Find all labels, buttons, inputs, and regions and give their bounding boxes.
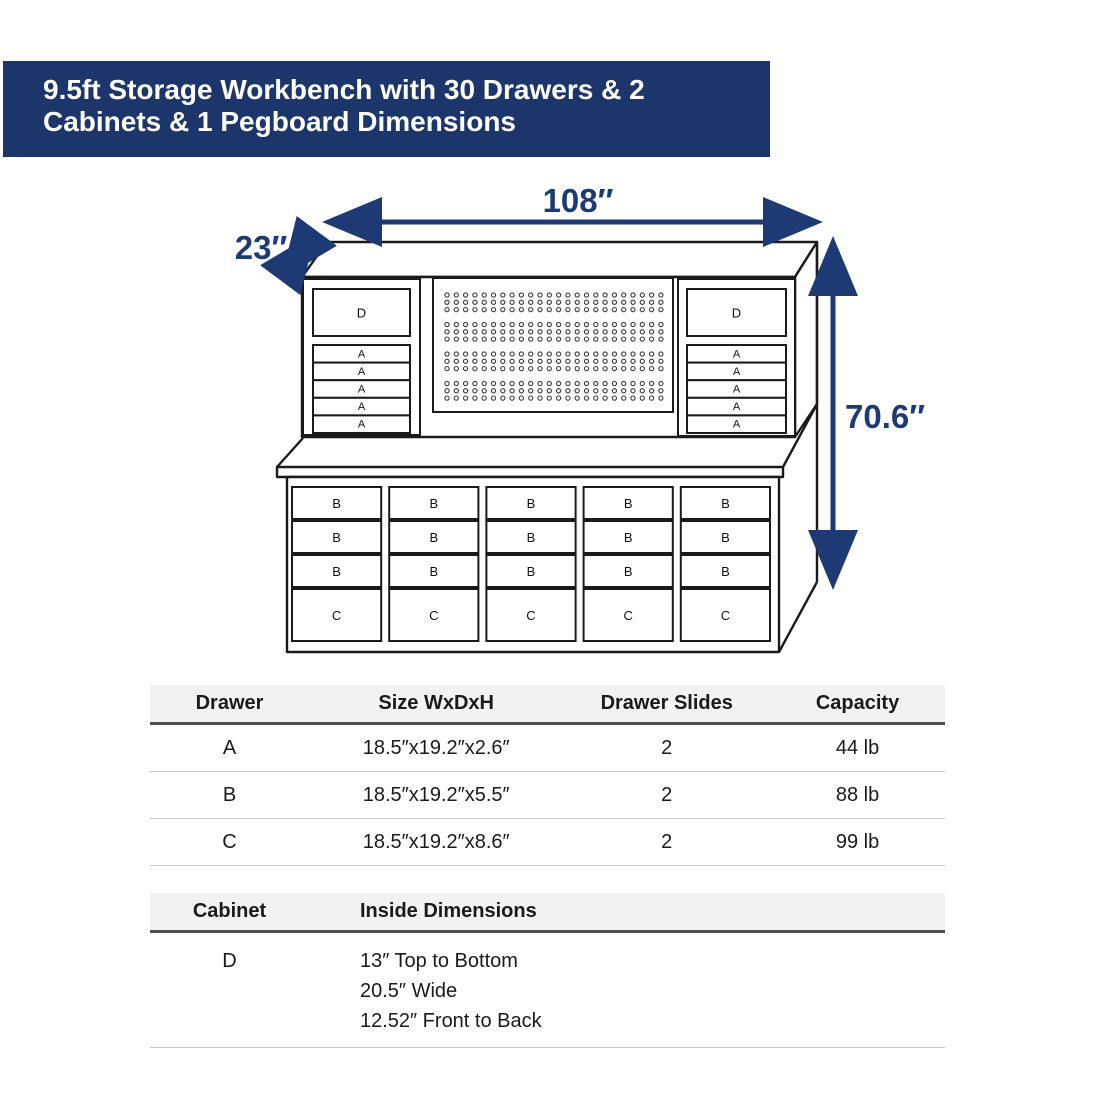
table-row-drawer-a [150,725,945,772]
size-col-header: Size WxDxH [378,692,494,714]
base-drawer-b-label: B [623,530,633,545]
worktop-front-band [277,467,783,477]
inside-dimensions-cell [309,946,945,1036]
pegboard-panel [433,278,673,412]
hutch-drawer-a-label: A [732,401,741,414]
base-drawer-c-label: C [429,608,439,623]
base-drawer-b-label: B [429,496,439,511]
cabinet-door-d-label: D [356,305,367,321]
width-dimension-label: 108″ [542,182,614,219]
slides-cell: 2 [661,736,673,759]
drawer-cell: A [222,736,237,759]
size-cell: 18.5″x19.2″x8.6″ [362,830,510,853]
cabinet-letter: D [222,950,237,972]
hutch-drawer-a-label: A [357,383,366,396]
base-drawer-c-label: C [720,608,731,623]
base-drawer-b-label: B [429,564,439,579]
capacity-col-header: Capacity [815,692,900,714]
hutch-unit [302,242,817,437]
base-drawer-b-label: B [332,496,341,511]
drawer-table-header-row [150,685,945,725]
drawer-col-header: Drawer [195,692,264,714]
base-drawer-b-label: B [332,564,341,579]
title-line-1: 9.5ft Storage Workbench with 30 Drawers & 2 [43,74,645,105]
base-drawer-b-label: B [721,564,730,579]
depth-dimension-arrow [287,240,310,271]
inside-dimensions-col-header: Inside Dimensions [360,900,537,922]
height-dimension-label: 70.6″ [845,398,926,435]
base-drawer-c-label: C [623,608,633,623]
hutch-drawer-a-label: A [732,383,741,396]
capacity-cell: 44 lb [835,736,880,759]
hutch-drawer-a-label: A [357,348,366,361]
base-drawer-b-label: B [623,496,633,511]
slides-col-header: Drawer Slides [600,692,733,714]
drawer-cell: C [222,830,237,853]
cabinet-spec-table [150,893,945,1048]
base-drawer-b-label: B [526,530,536,545]
depth-dimension-label: 23″ [234,229,288,266]
hutch-drawer-a-label: A [357,401,366,414]
inside-dimension-line: 13″ Top to Bottom [360,950,518,972]
hutch-drawer-a-label: A [732,365,741,378]
drawer-spec-table [150,685,945,866]
table-row-drawer-c [150,819,945,866]
base-drawers [292,487,770,641]
base-drawer-b-label: B [721,530,730,545]
drawer-cell: B [222,783,237,806]
base-drawer-b-label: B [526,564,536,579]
capacity-cell: 99 lb [835,830,880,853]
base-drawer-b-label: B [332,530,341,545]
base-drawer-b-label: B [526,496,536,511]
title-line-2: Cabinets & 1 Pegboard Dimensions [43,106,516,137]
hutch-drawer-a-label: A [732,418,741,431]
hutch-drawer-a-label: A [732,348,741,361]
size-cell: 18.5″x19.2″x5.5″ [362,783,510,806]
inside-dimension-line: 20.5″ Wide [360,980,458,1002]
size-cell: 18.5″x19.2″x2.6″ [362,736,510,759]
inside-dimension-line: 12.52″ Front to Back [360,1010,542,1032]
cabinet-col-header: Cabinet [192,900,267,922]
base-drawer-b-label: B [429,530,439,545]
base-bottom-right-edge [779,582,817,652]
cabinet-table-header-row [150,893,945,933]
table-row-cabinet-d [150,933,945,1048]
base-drawer-b-label: B [623,564,633,579]
cabinet-cell [150,946,309,976]
slides-cell: 2 [661,830,673,853]
hutch-drawer-a-label: A [357,365,366,378]
hutch-top-face [302,242,817,277]
table-row-drawer-b [150,772,945,819]
base-drawer-b-label: B [721,496,730,511]
base-drawer-c-label: C [331,608,342,623]
capacity-cell: 88 lb [835,783,880,806]
worktop-left-edge [277,438,303,467]
hutch-drawer-a-label: A [357,418,366,431]
cabinet-door-d-label: D [731,305,742,321]
slides-cell: 2 [661,783,673,806]
base-drawer-c-label: C [526,608,536,623]
